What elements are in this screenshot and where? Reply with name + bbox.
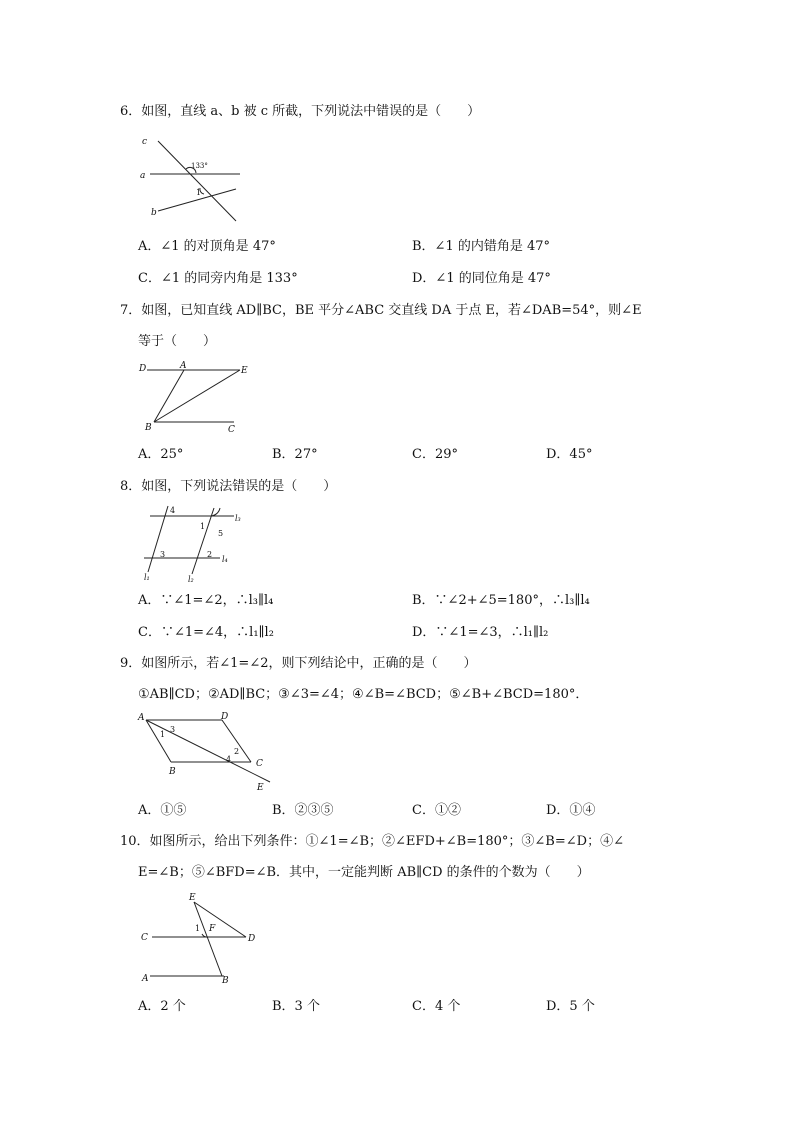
q6-option-b[interactable]: B．∠1 的内错角是 47° — [412, 239, 551, 254]
q10-label-a: A — [142, 974, 149, 984]
q9-option-d[interactable]: D．①④ — [546, 803, 596, 818]
q8-label-l3: l₃ — [235, 514, 241, 523]
q10-stem-line2: E=∠B；⑤∠BFD=∠B．其中，一定能判断 AB∥CD 的条件的个数为（ ） — [138, 865, 590, 880]
q8-label-5: 5 — [218, 529, 224, 538]
q8-stem: 8．如图，下列说法错误的是（ ） — [120, 479, 337, 494]
q6-option-a[interactable]: A．∠1 的对顶角是 47° — [138, 239, 276, 254]
q10-option-a[interactable]: A．2 个 — [138, 999, 186, 1014]
q8-label-2: 2 — [207, 550, 213, 559]
q8-figure — [138, 502, 253, 586]
q7-option-a[interactable]: A．25° — [138, 447, 184, 462]
q10-label-1: 1 — [195, 924, 201, 933]
q7-label-a: A — [180, 361, 187, 371]
q6-label-c: c — [142, 137, 148, 147]
q10-option-d[interactable]: D．5 个 — [546, 999, 595, 1014]
q10-label-f: F — [209, 924, 216, 934]
q9-label-b: B — [169, 767, 176, 777]
q7-label-c: C — [228, 425, 235, 435]
q8-option-a[interactable]: A．∵∠1=∠2，∴l₃∥l₄ — [138, 593, 274, 608]
q9-option-a[interactable]: A．①⑤ — [138, 803, 187, 818]
q7-label-b: B — [145, 423, 152, 433]
q6-label-133: 133° — [191, 162, 208, 170]
q9-label-1: 1 — [160, 730, 166, 739]
q10-label-c: C — [141, 933, 148, 943]
q6-option-d[interactable]: D．∠1 的同位角是 47° — [412, 271, 551, 286]
q9-label-d: D — [221, 712, 229, 722]
q7-figure — [138, 362, 258, 434]
q9-option-c[interactable]: C．①② — [412, 803, 461, 818]
q8-label-4: 4 — [170, 506, 176, 515]
q9-label-3: 3 — [170, 725, 176, 734]
q9-figure — [138, 710, 278, 794]
q10-stem-line1: 10．如图所示，给出下列条件：①∠1=∠B；②∠EFD+∠B=180°；③∠B=∠D；④∠ — [120, 834, 624, 849]
q10-label-e: E — [189, 893, 196, 903]
q8-label-1: 1 — [200, 522, 206, 531]
q9-label-4: 4 — [226, 755, 232, 764]
q10-label-b: B — [222, 976, 229, 986]
q9-label-e: E — [257, 783, 264, 793]
q9-conditions: ①AB∥CD；②AD∥BC；③∠3=∠4；④∠B=∠BCD；⑤∠B+∠BCD=180°． — [138, 687, 589, 702]
q8-label-l1: l₁ — [144, 573, 150, 582]
q6-stem: 6．如图，直线 a、b 被 c 所截，下列说法中错误的是（ ） — [120, 104, 481, 119]
q7-option-c[interactable]: C．29° — [412, 447, 458, 462]
q7-label-d: D — [139, 364, 147, 374]
q8-label-l4: l₄ — [222, 555, 228, 564]
q7-option-b[interactable]: B．27° — [272, 447, 318, 462]
q7-option-d[interactable]: D．45° — [546, 447, 593, 462]
q7-stem-line1: 7．如图，已知直线 AD∥BC，BE 平分∠ABC 交直线 DA 于点 E，若∠DAB=54°，则∠E — [120, 303, 642, 318]
q10-option-c[interactable]: C．4 个 — [412, 999, 461, 1014]
q9-stem: 9．如图所示，若∠1=∠2，则下列结论中，正确的是（ ） — [120, 656, 477, 671]
q9-label-2: 2 — [234, 747, 240, 756]
q7-label-e: E — [241, 366, 248, 376]
q9-option-b[interactable]: B．②③⑤ — [272, 803, 334, 818]
q8-label-3: 3 — [160, 550, 166, 559]
q10-option-b[interactable]: B．3 个 — [272, 999, 320, 1014]
q8-option-c[interactable]: C．∵∠1=∠4，∴l₁∥l₂ — [138, 625, 274, 640]
q8-label-l2: l₂ — [188, 575, 194, 584]
q6-label-1: 1 — [196, 188, 202, 197]
q10-label-d: D — [248, 934, 256, 944]
q6-label-b: b — [151, 208, 157, 218]
q9-label-a: A — [138, 713, 145, 723]
q9-label-c: C — [256, 759, 263, 769]
q10-figure — [138, 890, 263, 988]
q8-option-b[interactable]: B．∵∠2+∠5=180°，∴l₃∥l₄ — [412, 593, 590, 608]
q8-option-d[interactable]: D．∵∠1=∠3，∴l₁∥l₂ — [412, 625, 549, 640]
q7-stem-line2: 等于（ ） — [138, 334, 217, 349]
q6-label-a: a — [140, 171, 146, 181]
q6-figure — [138, 133, 248, 225]
q6-option-c[interactable]: C．∠1 的同旁内角是 133° — [138, 271, 298, 286]
